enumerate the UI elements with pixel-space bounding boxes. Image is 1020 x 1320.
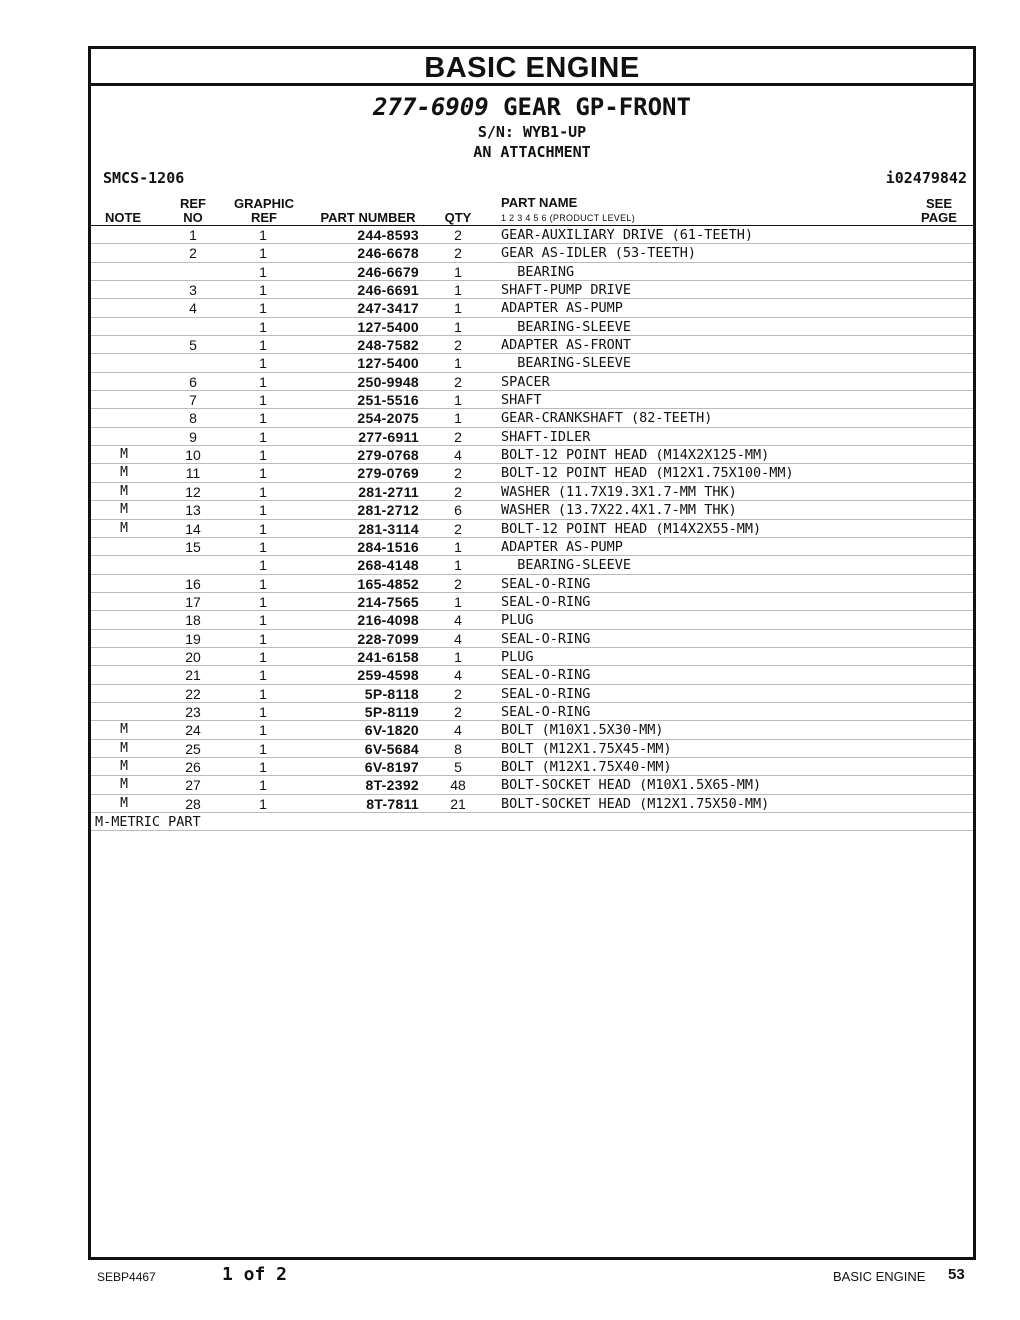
- table-row: [91, 318, 973, 336]
- ref-no-cell: 10: [185, 447, 201, 464]
- graphic-ref-cell: 1: [259, 630, 267, 647]
- ref-no-cell: 2: [189, 245, 197, 262]
- qty-cell: 1: [454, 593, 462, 610]
- part-name-cell: BOLT (M12X1.75X45-MM): [501, 740, 672, 757]
- graphic-ref-cell: 1: [259, 648, 267, 665]
- qty-cell: 1: [454, 263, 462, 280]
- ref-no-cell: 15: [185, 538, 201, 555]
- ref-no-cell: 23: [185, 703, 201, 720]
- graphic-ref-cell: 1: [259, 245, 267, 262]
- part-number-cell: 244-8593: [357, 227, 419, 243]
- table-row: [91, 354, 973, 372]
- col-see-bottom: PAGE: [921, 210, 957, 225]
- ref-no-cell: 3: [189, 282, 197, 299]
- table-row: [91, 776, 973, 794]
- note-cell: M: [120, 483, 128, 499]
- qty-cell: 4: [454, 722, 462, 739]
- part-name-cell: ADAPTER AS-PUMP: [501, 538, 623, 555]
- col-see-page: [913, 197, 965, 225]
- col-part-number: PART NUMBER: [320, 210, 416, 225]
- part-number-cell: 284-1516: [357, 538, 419, 555]
- part-name-cell: SHAFT-IDLER: [501, 428, 591, 445]
- qty-cell: 2: [454, 227, 462, 243]
- graphic-ref-cell: 1: [259, 300, 267, 317]
- page-frame: [88, 46, 976, 1260]
- table-row: [91, 446, 973, 464]
- ref-no-cell: 8: [189, 410, 197, 427]
- qty-cell: 1: [454, 648, 462, 665]
- ref-no-cell: 14: [185, 520, 201, 537]
- col-graphic-ref: [229, 197, 299, 225]
- part-number-cell: 228-7099: [357, 630, 419, 647]
- part-number-cell: 165-4852: [357, 575, 419, 592]
- graphic-ref-cell: 1: [259, 337, 267, 354]
- part-number-cell: 127-5400: [357, 318, 419, 335]
- part-name-cell: SPACER: [501, 373, 550, 390]
- table-row: [91, 373, 973, 391]
- part-name-cell: SEAL-O-RING: [501, 575, 591, 592]
- ref-no-cell: 26: [185, 758, 201, 775]
- ref-no-cell: 7: [189, 392, 197, 409]
- table-row: [91, 740, 973, 758]
- part-name-cell: WASHER (13.7X22.4X1.7-MM THK): [501, 502, 737, 519]
- part-number-cell: 268-4148: [357, 557, 419, 574]
- part-number-cell: 279-0768: [357, 447, 419, 464]
- ref-no-cell: 22: [185, 685, 201, 702]
- table-row: [91, 483, 973, 501]
- part-number-cell: 6V-1820: [364, 722, 419, 739]
- col-qty: QTY: [444, 210, 472, 225]
- qty-cell: 1: [454, 392, 462, 409]
- graphic-ref-cell: 1: [259, 227, 267, 243]
- part-name-cell: BEARING: [501, 263, 575, 280]
- ref-no-cell: 13: [185, 502, 201, 519]
- qty-cell: 1: [454, 355, 462, 372]
- ref-no-cell: 20: [185, 648, 201, 665]
- table-row: [91, 464, 973, 482]
- graphic-ref-cell: 1: [259, 263, 267, 280]
- part-number-cell: 247-3417: [357, 300, 419, 317]
- qty-cell: 4: [454, 667, 462, 684]
- table-row: [91, 556, 973, 574]
- doc-number: SEBP4467: [97, 1270, 156, 1284]
- part-name-cell: BEARING-SLEEVE: [501, 355, 632, 372]
- qty-cell: 2: [454, 685, 462, 702]
- qty-cell: 1: [454, 318, 462, 335]
- note-cell: M: [120, 520, 128, 536]
- part-number-cell: 251-5516: [357, 392, 419, 409]
- graphic-ref-cell: 1: [259, 465, 267, 482]
- table-row: [91, 666, 973, 684]
- part-number-cell: 5P-8118: [364, 685, 419, 702]
- qty-cell: 4: [454, 612, 462, 629]
- qty-cell: 1: [454, 410, 462, 427]
- table-row: [91, 281, 973, 299]
- product-level-scale: 1 2 3 4 5 6 (PRODUCT LEVEL): [501, 213, 635, 223]
- ref-no-cell: 21: [185, 667, 201, 684]
- graphic-ref-cell: 1: [259, 520, 267, 537]
- table-row: [91, 391, 973, 409]
- table-row: [91, 795, 973, 813]
- part-name-cell: BOLT-SOCKET HEAD (M10X1.5X65-MM): [501, 777, 762, 794]
- note-cell: M: [120, 758, 128, 774]
- ref-no-cell: 25: [185, 740, 201, 757]
- graphic-ref-cell: 1: [259, 502, 267, 519]
- note-cell: M: [120, 777, 128, 793]
- note-cell: M: [120, 740, 128, 756]
- graphic-ref-cell: 1: [259, 685, 267, 702]
- table-row: [91, 501, 973, 519]
- graphic-ref-cell: 1: [259, 373, 267, 390]
- part-name-cell: GEAR-CRANKSHAFT (82-TEETH): [501, 410, 713, 427]
- metric-footnote: M-METRIC PART: [95, 814, 201, 830]
- part-number-cell: 127-5400: [357, 355, 419, 372]
- part-number-cell: 6V-8197: [364, 758, 419, 775]
- part-number-cell: 281-2711: [358, 483, 419, 500]
- part-name-cell: ADAPTER AS-FRONT: [501, 337, 632, 354]
- table-row: [91, 336, 973, 354]
- part-number-cell: 281-3114: [358, 520, 419, 537]
- part-number-cell: 279-0769: [357, 465, 419, 482]
- graphic-ref-cell: 1: [259, 667, 267, 684]
- graphic-ref-cell: 1: [259, 612, 267, 629]
- part-name-cell: BEARING-SLEEVE: [501, 557, 632, 574]
- part-name-cell: BOLT-12 POINT HEAD (M12X1.75X100-MM): [501, 465, 794, 482]
- qty-cell: 4: [454, 630, 462, 647]
- part-number-cell: 254-2075: [357, 410, 419, 427]
- qty-cell: 2: [454, 428, 462, 445]
- part-name-cell: SEAL-O-RING: [501, 593, 591, 610]
- graphic-ref-cell: 1: [259, 593, 267, 610]
- col-graphic-bottom: REF: [251, 210, 277, 225]
- qty-cell: 1: [454, 538, 462, 555]
- table-row: [91, 299, 973, 317]
- qty-cell: 8: [454, 740, 462, 757]
- part-number-cell: 8T-7811: [366, 795, 419, 812]
- ref-no-cell: 9: [189, 428, 197, 445]
- footer-section: BASIC ENGINE: [833, 1269, 926, 1284]
- table-row: [91, 721, 973, 739]
- ref-no-cell: 17: [185, 593, 201, 610]
- table-row: [91, 593, 973, 611]
- part-name-cell: BOLT (M12X1.75X40-MM): [501, 758, 672, 775]
- qty-cell: 1: [454, 300, 462, 317]
- graphic-ref-cell: 1: [259, 392, 267, 409]
- table-row: [91, 685, 973, 703]
- part-name-cell: SEAL-O-RING: [501, 703, 591, 720]
- ref-no-cell: 16: [185, 575, 201, 592]
- table-row: [91, 648, 973, 666]
- graphic-ref-cell: 1: [259, 282, 267, 299]
- ref-no-cell: 11: [185, 465, 201, 482]
- illustration-id: i02479842: [885, 169, 967, 187]
- part-number-cell: 250-9948: [357, 373, 419, 390]
- graphic-ref-cell: 1: [259, 318, 267, 335]
- graphic-ref-cell: 1: [259, 777, 267, 794]
- col-ref-top: REF: [180, 196, 206, 211]
- ref-no-cell: 18: [185, 612, 201, 629]
- group-number: 277-6909: [373, 93, 489, 121]
- part-number-cell: 5P-8119: [364, 703, 419, 720]
- part-number-cell: 281-2712: [357, 502, 419, 519]
- qty-cell: 2: [454, 245, 462, 262]
- part-number-cell: 248-7582: [357, 337, 419, 354]
- ref-no-cell: 1: [189, 227, 197, 243]
- qty-cell: 2: [454, 337, 462, 354]
- ref-no-cell: 12: [185, 483, 201, 500]
- qty-cell: 48: [450, 777, 466, 794]
- qty-cell: 6: [454, 502, 462, 519]
- qty-cell: 2: [454, 520, 462, 537]
- graphic-ref-cell: 1: [259, 410, 267, 427]
- qty-cell: 2: [454, 373, 462, 390]
- part-name-cell: SEAL-O-RING: [501, 685, 591, 702]
- ref-no-cell: 6: [189, 373, 197, 390]
- graphic-ref-cell: 1: [259, 557, 267, 574]
- part-number-cell: 277-6911: [358, 428, 419, 445]
- ref-no-cell: 24: [185, 722, 201, 739]
- page-of: 1 of 2: [222, 1264, 288, 1285]
- part-number-cell: 259-4598: [357, 667, 419, 684]
- part-name-cell: BOLT (M10X1.5X30-MM): [501, 722, 664, 739]
- ref-no-cell: 5: [189, 337, 197, 354]
- table-row: [91, 263, 973, 281]
- graphic-ref-cell: 1: [259, 447, 267, 464]
- part-name-cell: ADAPTER AS-PUMP: [501, 300, 623, 317]
- part-name-cell: SEAL-O-RING: [501, 630, 591, 647]
- col-ref-bottom: NO: [183, 210, 203, 225]
- part-name-cell: SEAL-O-RING: [501, 667, 591, 684]
- graphic-ref-cell: 1: [259, 740, 267, 757]
- serial-range: S/N: WYB1-UP: [477, 123, 587, 141]
- graphic-ref-cell: 1: [259, 355, 267, 372]
- part-name-cell: SHAFT: [501, 392, 542, 409]
- note-cell: M: [120, 502, 128, 518]
- group-name: GEAR GP-FRONT: [503, 93, 691, 121]
- col-part-name: PART NAME: [501, 195, 578, 210]
- table-row: [91, 538, 973, 556]
- part-name-cell: BOLT-12 POINT HEAD (M14X2X125-MM): [501, 447, 770, 464]
- note-cell: M: [120, 795, 128, 811]
- smcs-code: SMCS-1206: [103, 169, 185, 187]
- col-note: NOTE: [104, 210, 142, 225]
- part-name-cell: BOLT-12 POINT HEAD (M14X2X55-MM): [501, 520, 762, 537]
- part-number-cell: 246-6678: [357, 245, 419, 262]
- page-number: 53: [948, 1266, 965, 1283]
- part-number-cell: 241-6158: [357, 648, 419, 665]
- qty-cell: 1: [454, 282, 462, 299]
- qty-cell: 4: [454, 447, 462, 464]
- part-number-cell: 246-6679: [357, 263, 419, 280]
- graphic-ref-cell: 1: [259, 538, 267, 555]
- graphic-ref-cell: 1: [259, 758, 267, 775]
- table-row: [91, 703, 973, 721]
- qty-cell: 2: [454, 703, 462, 720]
- table-row: [91, 575, 973, 593]
- part-number-cell: 246-6691: [357, 282, 419, 299]
- note-cell: M: [120, 465, 128, 481]
- part-number-cell: 6V-5684: [364, 740, 419, 757]
- qty-cell: 2: [454, 465, 462, 482]
- table-row: [91, 611, 973, 629]
- table-row: [91, 520, 973, 538]
- col-see-top: SEE: [925, 196, 952, 211]
- graphic-ref-cell: 1: [259, 795, 267, 812]
- ref-no-cell: 19: [185, 630, 201, 647]
- footnote-row: [91, 813, 973, 831]
- note-cell: M: [120, 722, 128, 738]
- attachment-label: AN ATTACHMENT: [473, 143, 591, 161]
- qty-cell: 2: [454, 483, 462, 500]
- table-row: [91, 244, 973, 262]
- table-row: [91, 428, 973, 446]
- qty-cell: 1: [454, 557, 462, 574]
- graphic-ref-cell: 1: [259, 575, 267, 592]
- table-row: [91, 758, 973, 776]
- section-title: BASIC ENGINE: [91, 49, 973, 86]
- ref-no-cell: 28: [185, 795, 201, 812]
- part-name-cell: BOLT-SOCKET HEAD (M12X1.75X50-MM): [501, 795, 770, 812]
- part-number-cell: 8T-2392: [365, 777, 419, 794]
- qty-cell: 5: [454, 758, 462, 775]
- part-name-cell: GEAR-AUXILIARY DRIVE (61-TEETH): [501, 227, 753, 243]
- table-row: [91, 409, 973, 427]
- ref-no-cell: 27: [185, 777, 201, 794]
- table-row: [91, 630, 973, 648]
- qty-cell: 21: [450, 795, 466, 812]
- qty-cell: 2: [454, 575, 462, 592]
- parts-table: [91, 225, 973, 831]
- ref-no-cell: 4: [189, 300, 197, 317]
- graphic-ref-cell: 1: [259, 703, 267, 720]
- part-name-cell: PLUG: [501, 612, 534, 629]
- graphic-ref-cell: 1: [259, 428, 267, 445]
- col-graphic-top: GRAPHIC: [234, 196, 294, 211]
- part-name-cell: PLUG: [501, 648, 534, 665]
- part-number-cell: 214-7565: [357, 593, 419, 610]
- table-row: [91, 226, 973, 244]
- part-number-cell: 216-4098: [357, 612, 419, 629]
- graphic-ref-cell: 1: [259, 483, 267, 500]
- group-title: [91, 93, 973, 121]
- part-name-cell: GEAR AS-IDLER (53-TEETH): [501, 245, 697, 262]
- note-cell: M: [120, 447, 128, 463]
- col-ref: [173, 197, 213, 225]
- graphic-ref-cell: 1: [259, 722, 267, 739]
- part-name-cell: WASHER (11.7X19.3X1.7-MM THK): [501, 483, 737, 500]
- part-name-cell: SHAFT-PUMP DRIVE: [501, 282, 632, 299]
- part-name-cell: BEARING-SLEEVE: [501, 318, 632, 335]
